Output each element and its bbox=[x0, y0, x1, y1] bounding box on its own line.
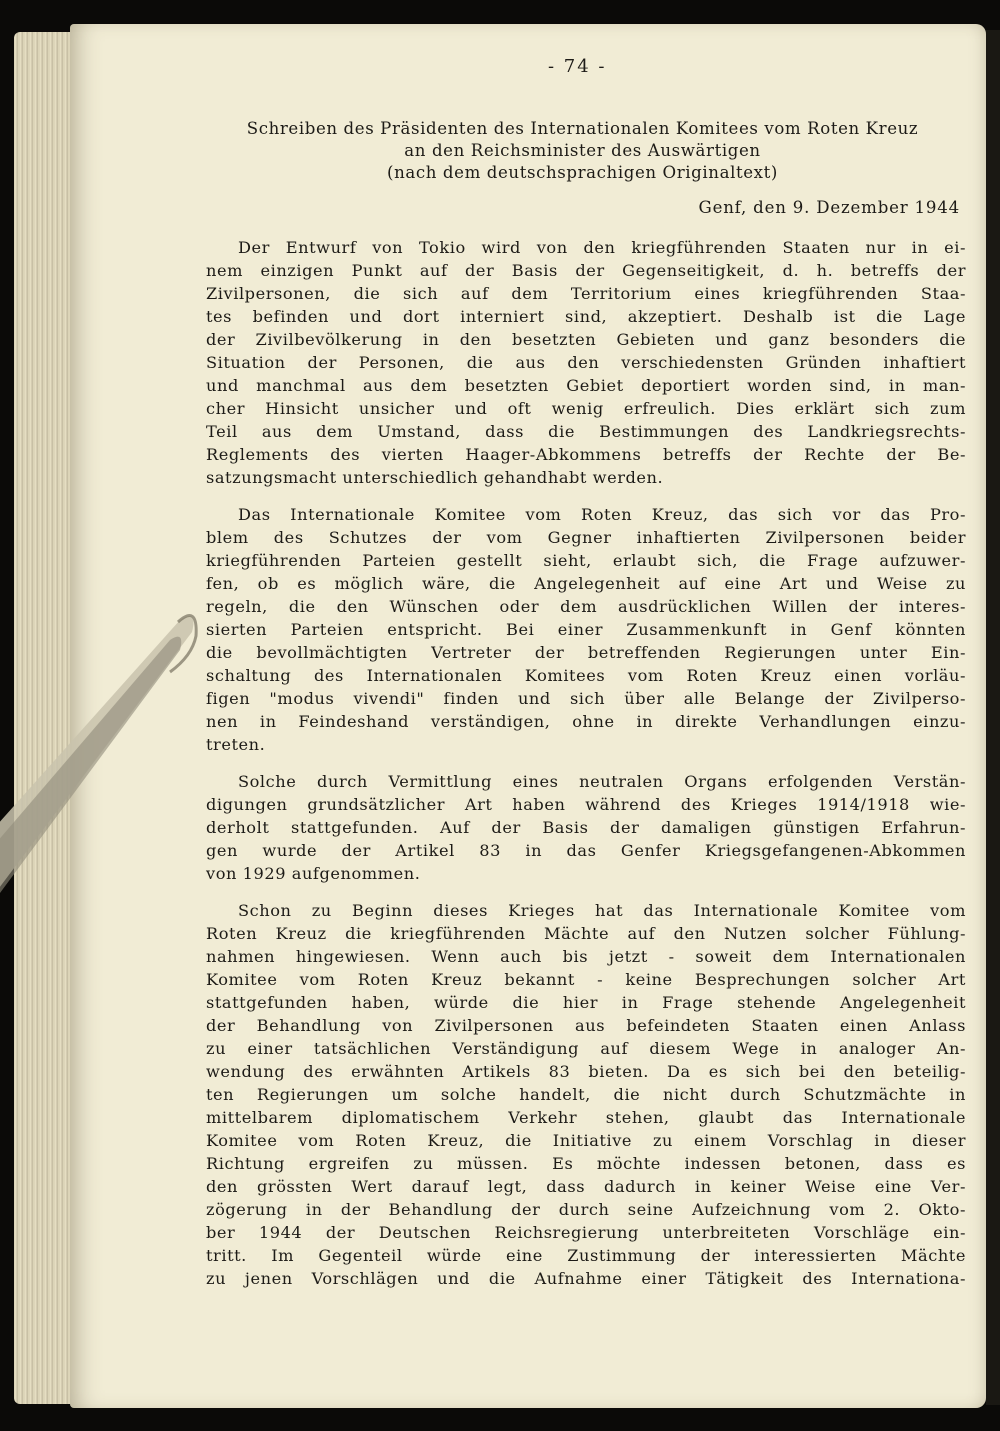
letter-heading bbox=[200, 118, 965, 184]
scanner-border bbox=[986, 30, 1000, 1405]
text-line: nem einzigen Punkt auf der Basis der Gegenseitigkeit, d. h. betreffs der bbox=[206, 261, 966, 280]
dateline: Genf, den 9. Dezember 1944 bbox=[698, 198, 960, 217]
text-line: Richtung ergreifen zu müssen. Es möchte indessen betonen, dass es bbox=[206, 1154, 966, 1173]
text-line: satzungsmacht unterschiedlich gehandhabt werden. bbox=[206, 468, 664, 487]
text-line: zu jenen Vorschlägen und die Aufnahme einer Tätigkeit des Internationa- bbox=[206, 1269, 966, 1288]
paragraph-1 bbox=[206, 236, 966, 489]
text-line: Der Entwurf von Tokio wird von den kriegführenden Staaten nur in ei- bbox=[238, 238, 966, 257]
text-line: Solche durch Vermittlung eines neutralen Organs erfolgenden Verstän- bbox=[238, 772, 966, 791]
text-line: mittelbarem diplomatischem Verkehr stehen, glaubt das Internationale bbox=[206, 1108, 966, 1127]
letter-body bbox=[206, 236, 966, 1304]
text-line: Komitee vom Roten Kreuz, die Initiative zu einem Vorschlag in dieser bbox=[206, 1131, 966, 1150]
text-line: figen "modus vivendi" finden und sich über alle Belange der Zivilperso- bbox=[206, 689, 966, 708]
text-line: zögerung in der Behandlung der durch seine Aufzeichnung vom 2. Okto- bbox=[206, 1200, 966, 1219]
page-number: - 74 - bbox=[548, 56, 607, 77]
text-line: Roten Kreuz die kriegführenden Mächte auf den Nutzen solcher Fühlung- bbox=[206, 924, 966, 943]
text-line: tes befinden und dort interniert sind, akzeptiert. Deshalb ist die Lage bbox=[206, 307, 966, 326]
text-line: ber 1944 der Deutschen Reichsregierung unterbreiteten Vorschläge ein- bbox=[206, 1223, 966, 1242]
text-line: gen wurde der Artikel 83 in das Genfer Kriegsgefangenen-Abkommen bbox=[206, 841, 966, 860]
text-line: kriegführenden Parteien gestellt sieht, erlaubt sich, die Frage aufzuwer- bbox=[206, 551, 966, 570]
paragraph-4 bbox=[206, 899, 966, 1290]
text-line: die bevollmächtigten Vertreter der betreffenden Regierungen unter Ein- bbox=[206, 643, 966, 662]
heading-line: Schreiben des Präsidenten des Internationalen Komitees vom Roten Kreuz bbox=[246, 119, 919, 138]
text-line: der Behandlung von Zivilpersonen aus befeindeten Staaten einen Anlass bbox=[206, 1016, 966, 1035]
text-line: Situation der Personen, die aus den verschiedensten Gründen inhaftiert bbox=[206, 353, 966, 372]
text-line: blem des Schutzes der vom Gegner inhaftierten Zivilpersonen beider bbox=[206, 528, 966, 547]
text-line: Das Internationale Komitee vom Roten Kreuz, das sich vor das Pro- bbox=[238, 505, 966, 524]
text-line: ten Regierungen um solche handelt, die nicht durch Schutzmächte in bbox=[206, 1085, 966, 1104]
text-line: regeln, die den Wünschen oder dem ausdrücklichen Willen der interes- bbox=[206, 597, 966, 616]
text-line: zu einer tatsächlichen Verständigung auf diesem Wege in analoger An- bbox=[206, 1039, 966, 1058]
paragraph-2 bbox=[206, 503, 966, 756]
text-line: Teil aus dem Umstand, dass die Bestimmungen des Landkriegsrechts- bbox=[206, 422, 966, 441]
text-line: derholt stattgefunden. Auf der Basis der damaligen günstigen Erfahrun- bbox=[206, 818, 966, 837]
text-line: digungen grundsätzlicher Art haben während des Krieges 1914/1918 wie- bbox=[206, 795, 966, 814]
text-line: der Zivilbevölkerung in den besetzten Gebieten und ganz besonders die bbox=[206, 330, 966, 349]
text-line: stattgefunden haben, würde die hier in Frage stehende Angelegenheit bbox=[206, 993, 966, 1012]
text-line: nen in Feindeshand verständigen, ohne in direkte Verhandlungen einzu- bbox=[206, 712, 966, 731]
text-line: und manchmal aus dem besetzten Gebiet deportiert worden sind, in man- bbox=[206, 376, 966, 395]
text-line: sierten Parteien entspricht. Bei einer Zusammenkunft in Genf könnten bbox=[206, 620, 966, 639]
text-line: schaltung des Internationalen Komitees vom Roten Kreuz einen vorläu- bbox=[206, 666, 966, 685]
paragraph-3 bbox=[206, 770, 966, 885]
heading-line: (nach dem deutschsprachigen Originaltext) bbox=[387, 163, 778, 182]
text-line: von 1929 aufgenommen. bbox=[206, 864, 421, 883]
text-line: wendung des erwähnten Artikels 83 bieten. Da es sich bei den beteilig- bbox=[206, 1062, 966, 1081]
text-line: tritt. Im Gegenteil würde eine Zustimmung der interessierten Mächte bbox=[206, 1246, 966, 1265]
text-line: den grössten Wert darauf legt, dass dadurch in keiner Weise eine Ver- bbox=[206, 1177, 966, 1196]
text-line: Komitee vom Roten Kreuz bekannt - keine Besprechungen solcher Art bbox=[206, 970, 966, 989]
text-line: treten. bbox=[206, 735, 266, 754]
text-line: Schon zu Beginn dieses Krieges hat das Internationale Komitee vom bbox=[238, 901, 966, 920]
text-line: nahmen hingewiesen. Wenn auch bis jetzt - soweit dem Internationalen bbox=[206, 947, 966, 966]
text-line: fen, ob es möglich wäre, die Angelegenheit auf eine Art und Weise zu bbox=[206, 574, 966, 593]
text-line: Reglements des vierten Haager-Abkommens betreffs der Rechte der Be- bbox=[206, 445, 966, 464]
text-line: cher Hinsicht unsicher und oft wenig erfreulich. Dies erklärt sich zum bbox=[206, 399, 966, 418]
heading-line: an den Reichsminister des Auswärtigen bbox=[404, 141, 761, 160]
text-line: Zivilpersonen, die sich auf dem Territorium eines kriegführenden Staa- bbox=[206, 284, 966, 303]
